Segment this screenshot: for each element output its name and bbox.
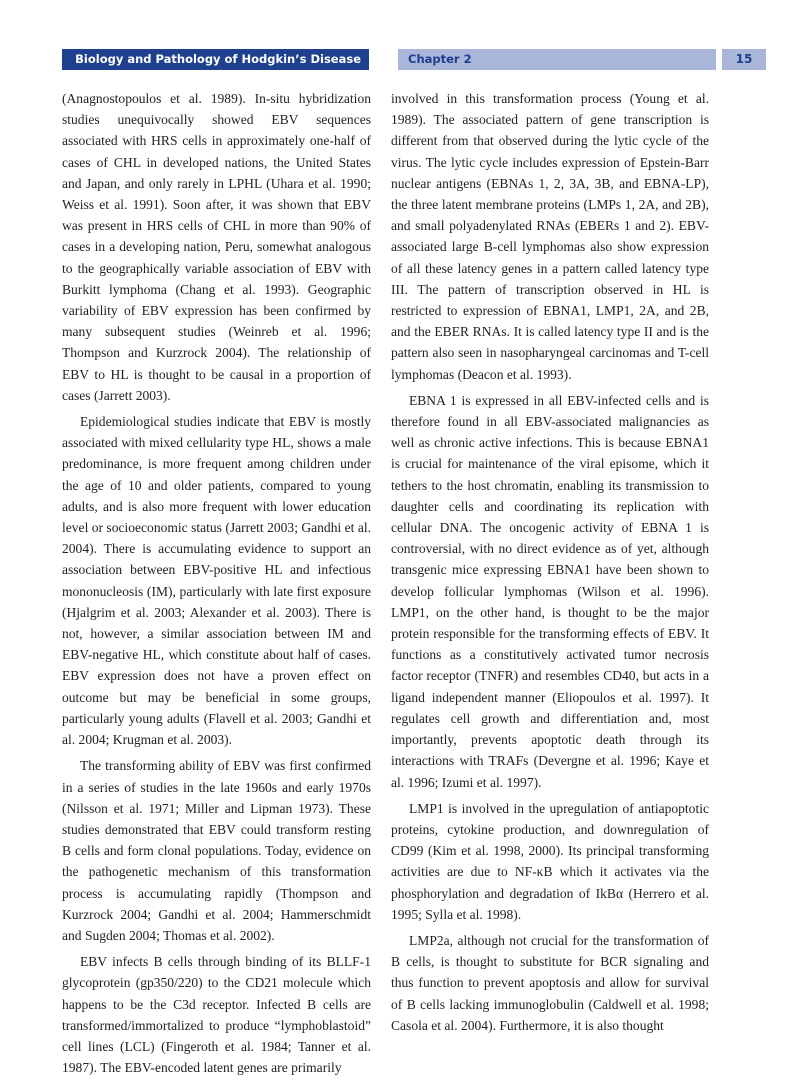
running-title: Biology and Pathology of Hodgkin’s Disease	[62, 49, 369, 70]
paragraph: LMP2a, although not crucial for the transformation of B cells, is thought to substitute for BCR signaling and thus function to prevent apoptosis and allow for survival of B cells lacking immunoglobulin (Caldwell et al. 1998; Casola et al. 2004). Furthermore, it is also thought	[391, 932, 709, 1033]
paragraph: involved in this transformation process (Young et al. 1989). The associated pattern of gene transcription is different from that observed during the lytic cycle of the virus. The lytic cycle includes expression of Epstein-Barr nuclear antigens (EBNAs 1, 2, 3A, 3B, and EBNA-LP), the three latent membrane proteins (LMPs 1, 2A, and 2B), and small polyadenylated RNAs (EBERs 1 and 2). EBV-associated large B-cell lymphomas also show expression of all these latency genes in a pattern called latency type III. The pattern of transcription observed in HL is restricted to expression of EBNA1, LMP1, 2A, and 2B, and the EBER RNAs. It is called latency type II and is the pattern also seen in nasopharyngeal carcinomas and T-cell lymphomas (Deacon et al. 1993).	[391, 91, 709, 382]
paragraph: EBNA 1 is expressed in all EBV-infected cells and is therefore found in all EBV-associated malignancies as well as chronic active infections. This is because EBNA1 is crucial for maintenance of the viral episome, which it tethers to the host chromatin, enabling its transmission to daughter cells and coordinating its replication with cellular DNA. The oncogenic activity of EBNA 1 is controversial, with no direct evidence as of yet, although transgenic mice expressing EBNA1 have been shown to develop follicular lymphomas (Wilson et al. 1996). LMP1, on the other hand, is thought to be the major protein responsible for the transforming effects of EBV. It functions as a constitutively activated tumor necrosis factor receptor (TNFR) and resembles CD40, but acts in a ligand independent manner (Eliopoulos et al. 1997). It regulates cell growth and differentiation and, most importantly, prevents apoptotic death through its interactions with TRAFs (Devergne et al. 1996; Kaye et al. 1996; Izumi et al. 1997).	[391, 392, 709, 790]
page-number: 15	[722, 49, 766, 70]
paragraph: EBV infects B cells through binding of its BLLF-1 glycoprotein (gp350/220) to the CD21 molecule which happens to be the C3d receptor. Infected B cells are transformed/immortalized to produce “lymphoblastoid” cell lines (LCL) (Fingeroth et al. 1984; Tanner et al. 1987). The EBV-encoded latent genes are primarily	[62, 954, 371, 1076]
paragraph: The transforming ability of EBV was first confirmed in a series of studies in the late 1960s and early 1970s (Nilsson et al. 1971; Miller and Lipman 1973). These studies demonstrated that EBV could transform resting B cells and form clonal populations. Today, evidence on the pathogenetic mechanism of this transformation process is accumulating rapidly (Thompson and Kurzrock 2004; Gandhi et al. 2004; Hammerschmidt and Sugden 2004; Thomas et al. 2002).	[62, 758, 371, 943]
left-column	[62, 88, 371, 1083]
paragraph: (Anagnostopoulos et al. 1989). In-situ hybridization studies unequivocally showed EBV sequences associated with HRS cells in approximately one-half of cases of CHL in developed nations, the United States and Japan, and only rarely in LPHL (Uhara et al. 1990; Weiss et al. 1991). Soon after, it was shown that EBV was present in HRS cells of CHL in more than 90% of cases in a developing nation, Peru, somewhat analogous to the geographically variable association of EBV with Burkitt lymphoma (Chang et al. 1993). Geographic variability of EBV expression has been confirmed by many subsequent studies (Weinreb et al. 1996; Thompson and Kurzrock 2004). The relationship of EBV to HL is thought to be causal in a proportion of cases (Jarrett 2003).	[62, 91, 371, 403]
paragraph: Epidemiological studies indicate that EBV is mostly associated with mixed cellularity type HL, shows a male predominance, is more frequent among children under the age of 10 and older patients, compared to young adults, and is also more frequent with lower education level or socioeconomic status (Jarrett 2003; Gandhi et al. 2004). There is accumulating evidence to support an association between EBV-positive HL and infectious mononucleosis (IM), particularly with late first exposure (Hjalgrim et al. 2003; Alexander et al. 2003). There is not, however, a similar association between IM and EBV-negative HL, which constitute about half of cases. EBV expression does not have a proven effect on outcome but may be beneficial in some groups, particularly young adults (Flavell et al. 2003; Gandhi et al. 2004; Krugman et al. 2003).	[62, 414, 371, 748]
paragraph: LMP1 is involved in the upregulation of antiapoptotic proteins, cytokine production, and downregulation of CD99 (Kim et al. 1998, 2000). Its principal transforming activities are due to NF-κB which it activates via the phosphorylation and degradation of IkBα (Herrero et al. 1995; Sylla et al. 1998).	[391, 800, 709, 922]
right-column	[391, 88, 709, 1041]
chapter-label: Chapter 2	[398, 49, 716, 70]
